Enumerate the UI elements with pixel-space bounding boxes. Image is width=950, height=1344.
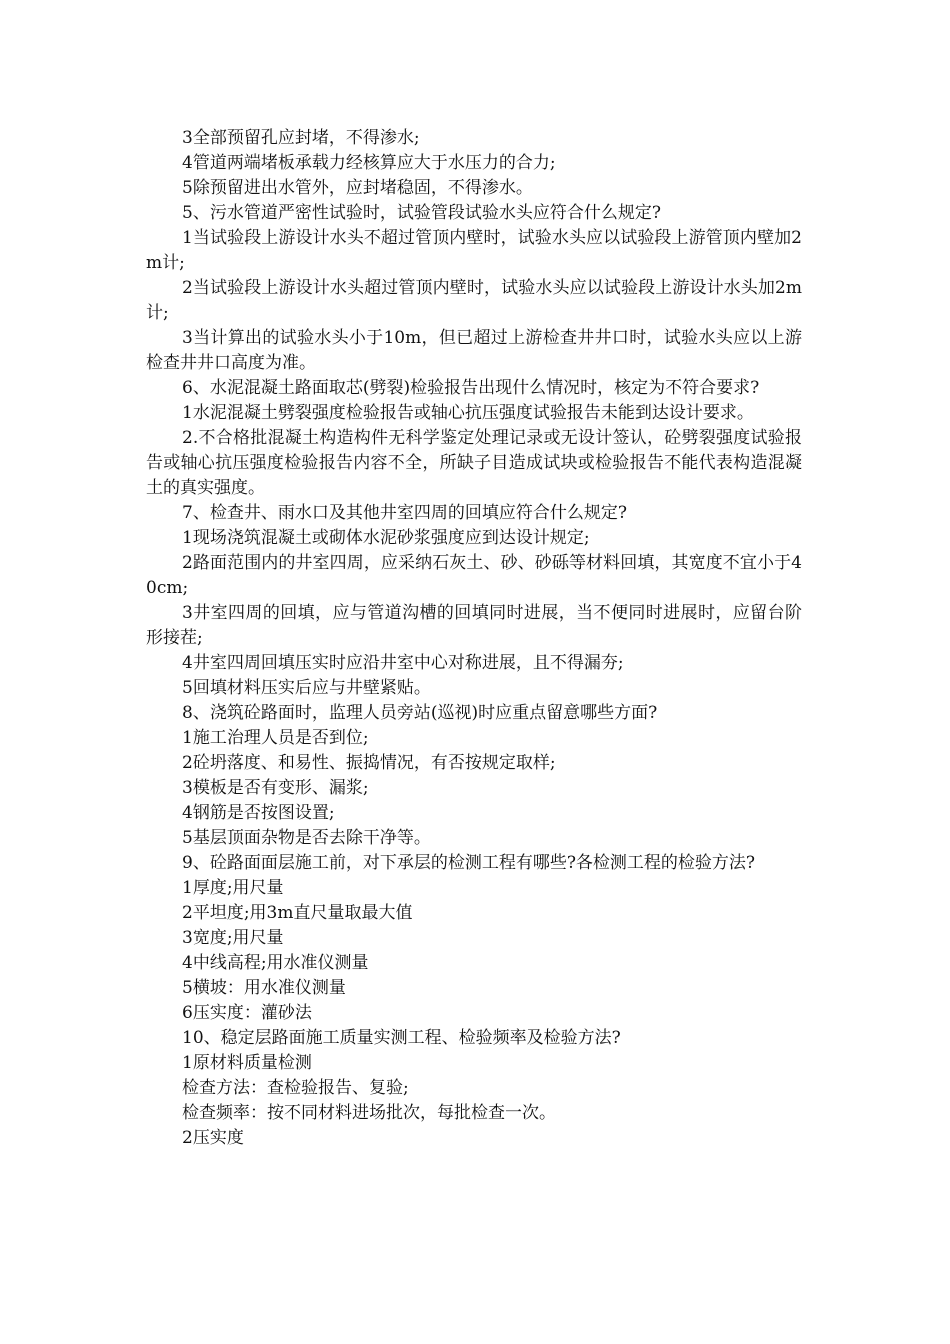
paragraph: 1施工治理人员是否到位;	[182, 728, 369, 748]
paragraph: 2砼坍落度、和易性、振捣情况，有否按规定取样;	[182, 753, 556, 773]
question-heading: 5、污水管道严密性试验时，试验管段试验水头应符合什么规定?	[182, 203, 661, 223]
question-heading: 7、检查井、雨水口及其他井室四周的回填应符合什么规定?	[182, 503, 627, 523]
paragraph: 5回填材料压实后应与井壁紧贴。	[182, 678, 431, 698]
paragraph: 检查频率：按不同材料进场批次，每批检查一次。	[182, 1103, 556, 1123]
paragraph: 3全部预留孔应封堵，不得渗水;	[182, 128, 420, 148]
paragraph: 2路面范围内的井室四周，应采纳石灰土、砂、砂砾等材料回填，其宽度不宜小于40cm;	[146, 553, 802, 598]
paragraph: 4井室四周回填压实时应沿井室中心对称进展，且不得漏夯;	[182, 653, 624, 673]
question-heading: 9、砼路面面层施工前，对下承层的检测工程有哪些?各检测工程的检验方法?	[182, 853, 756, 873]
paragraph: 4管道两端堵板承载力经核算应大于水压力的合力;	[182, 153, 556, 173]
paragraph: 2平坦度;用3m直尺量取最大值	[182, 903, 413, 923]
paragraph: 5横坡：用水准仪测量	[182, 978, 346, 998]
paragraph: 1现场浇筑混凝土或砌体水泥砂浆强度应到达设计规定;	[182, 528, 590, 548]
question-heading: 8、浇筑砼路面时，监理人员旁站(巡视)时应重点留意哪些方面?	[182, 703, 658, 723]
paragraph: 4中线高程;用水准仪测量	[182, 953, 369, 973]
paragraph: 3模板是否有变形、漏浆;	[182, 778, 369, 798]
question-heading: 6、水泥混凝土路面取芯(劈裂)检验报告出现什么情况时，核定为不符合要求?	[182, 378, 760, 398]
paragraph: 3宽度;用尺量	[182, 928, 284, 948]
paragraph: 1厚度;用尺量	[182, 878, 284, 898]
paragraph: 3当计算出的试验水头小于10m，但已超过上游检查井井口时，试验水头应以上游检查井井口高度为准。	[146, 328, 802, 373]
paragraph: 4钢筋是否按图设置;	[182, 803, 335, 823]
paragraph: 2压实度	[182, 1128, 244, 1148]
paragraph: 2.不合格批混凝土构造构件无科学鉴定处理记录或无设计签认，砼劈裂强度试验报告或轴心抗压强度检验报告内容不全，所缺子目造成试块或检验报告不能代表构造混凝土的真实强度。	[146, 428, 802, 498]
paragraph: 5基层顶面杂物是否去除干净等。	[182, 828, 431, 848]
question-heading: 10、稳定层路面施工质量实测工程、检验频率及检验方法?	[182, 1028, 621, 1048]
paragraph: 1原材料质量检测	[182, 1053, 312, 1073]
paragraph: 1水泥混凝土劈裂强度检验报告或轴心抗压强度试验报告未能到达设计要求。	[182, 403, 754, 423]
paragraph: 2当试验段上游设计水头超过管顶内壁时，试验水头应以试验段上游设计水头加2m计;	[146, 278, 802, 323]
paragraph: 3井室四周的回填，应与管道沟槽的回填同时进展，当不便同时进展时，应留台阶形接茬;	[146, 603, 802, 648]
document-body	[146, 126, 802, 1151]
paragraph: 5除预留进出水管外，应封堵稳固，不得渗水。	[182, 178, 533, 198]
paragraph: 检查方法：查检验报告、复验;	[182, 1078, 409, 1098]
paragraph: 1当试验段上游设计水头不超过管顶内壁时，试验水头应以试验段上游管顶内壁加2m计;	[146, 228, 802, 273]
paragraph: 6压实度：灌砂法	[182, 1003, 312, 1023]
